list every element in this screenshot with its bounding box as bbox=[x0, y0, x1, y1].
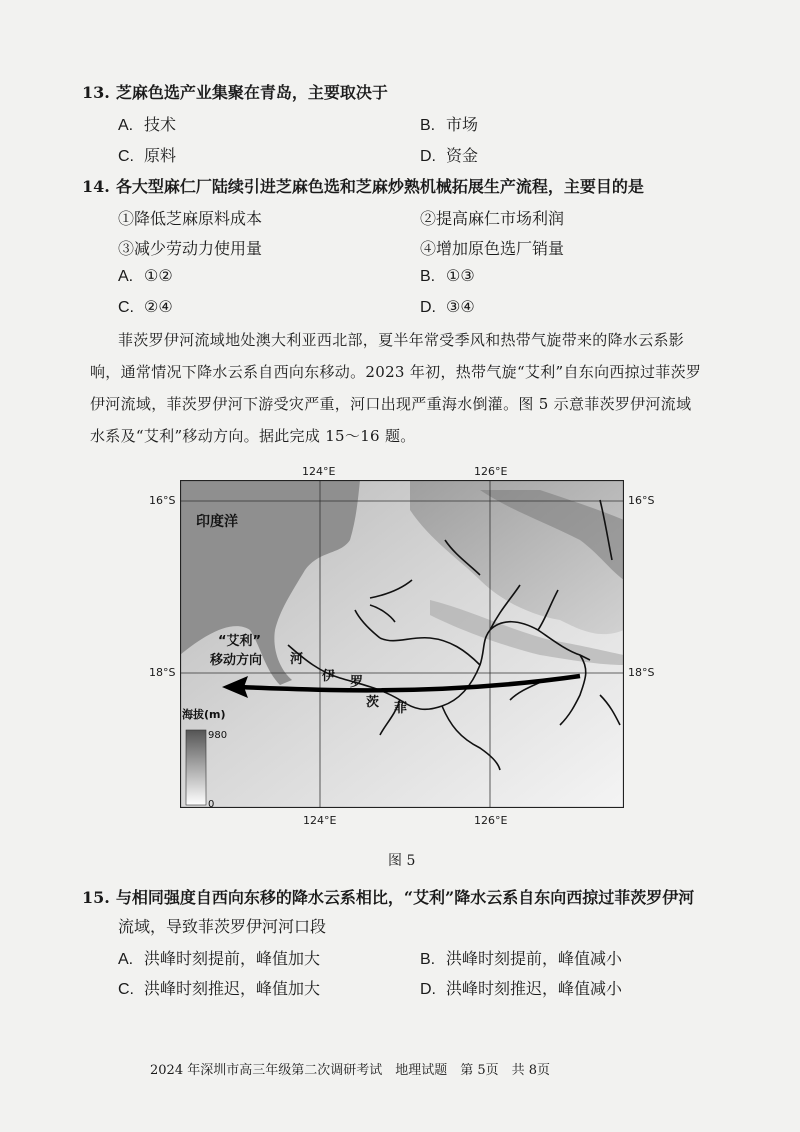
option-text: 原料 bbox=[144, 146, 177, 165]
river-char-4: 茨 bbox=[366, 695, 380, 710]
question-13-stem bbox=[82, 80, 388, 103]
question-14-stem bbox=[82, 174, 644, 197]
legend-max: 980 bbox=[208, 730, 228, 741]
lat-left-16: 16°S bbox=[149, 494, 176, 507]
river-char-2: 伊 bbox=[322, 669, 336, 684]
q13-option-c[interactable] bbox=[118, 143, 176, 166]
question-13-text: 芝麻色选产业集聚在青岛，主要取决于 bbox=[115, 83, 388, 102]
figure-caption: 图 5 bbox=[388, 853, 416, 869]
legend-title: 海拔(m) bbox=[182, 708, 226, 721]
river-char-3: 罗 bbox=[350, 675, 364, 690]
lon-top-124: 124°E bbox=[302, 465, 336, 478]
page-footer: 2024 年深圳市高三年级第二次调研考试 地理试题 第 5页 共 8页 bbox=[150, 1063, 551, 1078]
q14-statement-4: ④增加原色选厂销量 bbox=[420, 239, 565, 258]
q13-option-d[interactable] bbox=[420, 143, 478, 166]
question-14-number: 14. bbox=[82, 177, 110, 196]
option-letter: C. bbox=[118, 299, 134, 316]
passage-line-3: 伊河流域，菲茨罗伊河下游受灾严重，河口出现严重海水倒灌。图 5 示意菲茨罗伊河流域 bbox=[90, 395, 692, 413]
option-letter: B. bbox=[420, 117, 436, 134]
river-char-5: 菲 bbox=[394, 701, 408, 716]
lat-right-16: 16°S bbox=[628, 494, 655, 507]
lon-bottom-126: 126°E bbox=[474, 814, 508, 827]
question-14-text: 各大型麻仁厂陆续引进芝麻色选和芝麻炒熟机械拓展生产流程，主要目的是 bbox=[115, 177, 644, 196]
question-13-number: 13. bbox=[82, 83, 110, 102]
option-letter: C. bbox=[118, 981, 134, 998]
option-text: ①③ bbox=[446, 266, 475, 285]
question-15-text-line2: 流域，导致菲茨罗伊河河口段 bbox=[118, 917, 327, 936]
q14-option-a[interactable] bbox=[118, 266, 173, 286]
q14-option-d[interactable] bbox=[420, 297, 475, 317]
lon-top-126: 126°E bbox=[474, 465, 508, 478]
option-text: ③④ bbox=[446, 297, 475, 316]
river-char-1: 河 bbox=[290, 652, 304, 667]
option-letter: D. bbox=[420, 148, 436, 165]
option-letter: D. bbox=[420, 299, 436, 316]
q15-option-b[interactable] bbox=[420, 946, 622, 969]
option-text: 资金 bbox=[446, 146, 479, 165]
option-letter: C. bbox=[118, 148, 134, 165]
q14-statement-1: ①降低芝麻原料成本 bbox=[118, 209, 263, 228]
q14-option-b[interactable] bbox=[420, 266, 475, 286]
option-letter: A. bbox=[118, 268, 134, 285]
lat-right-18: 18°S bbox=[628, 666, 655, 679]
q13-option-b[interactable] bbox=[420, 112, 478, 135]
q15-option-a[interactable] bbox=[118, 946, 320, 969]
option-text: ①② bbox=[144, 266, 173, 285]
lat-left-18: 18°S bbox=[149, 666, 176, 679]
question-15-stem bbox=[82, 885, 694, 908]
q14-option-c[interactable] bbox=[118, 297, 173, 317]
option-text: 洪峰时刻推迟，峰值加大 bbox=[144, 979, 321, 998]
option-text: 技术 bbox=[144, 115, 177, 134]
option-text: 市场 bbox=[446, 115, 479, 134]
figure-5-map bbox=[180, 480, 624, 808]
ocean-label: 印度洋 bbox=[196, 514, 238, 530]
option-letter: A. bbox=[118, 951, 134, 968]
passage-line-2: 响，通常情况下降水云系自西向东移动。2023 年初，热带气旋“艾利”自东向西掠过菲茨罗 bbox=[90, 363, 702, 381]
option-letter: D. bbox=[420, 981, 436, 998]
map-svg bbox=[180, 480, 624, 808]
q14-statement-2: ②提高麻仁市场利润 bbox=[420, 209, 565, 228]
option-text: 洪峰时刻提前，峰值减小 bbox=[446, 949, 623, 968]
legend-min: 0 bbox=[208, 799, 215, 808]
option-letter: B. bbox=[420, 951, 436, 968]
lon-bottom-124: 124°E bbox=[303, 814, 337, 827]
option-text: ②④ bbox=[144, 297, 173, 316]
option-letter: B. bbox=[420, 268, 436, 285]
question-15-text-line1: 与相同强度自西向东移的降水云系相比，“艾利”降水云系自东向西掠过菲茨罗伊河 bbox=[115, 888, 695, 907]
q14-statement-3: ③减少劳动力使用量 bbox=[118, 239, 263, 258]
question-15-number: 15. bbox=[82, 888, 110, 907]
passage-line-4: 水系及“艾利”移动方向。据此完成 15～16 题。 bbox=[90, 427, 416, 445]
storm-label-name: “艾利” bbox=[218, 634, 262, 649]
option-letter: A. bbox=[118, 117, 134, 134]
passage-line-1: 菲茨罗伊河流域地处澳大利亚西北部，夏半年常受季风和热带气旋带来的降水云系影 bbox=[118, 331, 685, 349]
q13-option-a[interactable] bbox=[118, 112, 176, 135]
q15-option-d[interactable] bbox=[420, 976, 622, 999]
option-text: 洪峰时刻推迟，峰值减小 bbox=[446, 979, 623, 998]
legend-color-bar bbox=[186, 730, 206, 805]
option-text: 洪峰时刻提前，峰值加大 bbox=[144, 949, 321, 968]
storm-label-direction: 移动方向 bbox=[210, 653, 263, 668]
q15-option-c[interactable] bbox=[118, 976, 320, 999]
